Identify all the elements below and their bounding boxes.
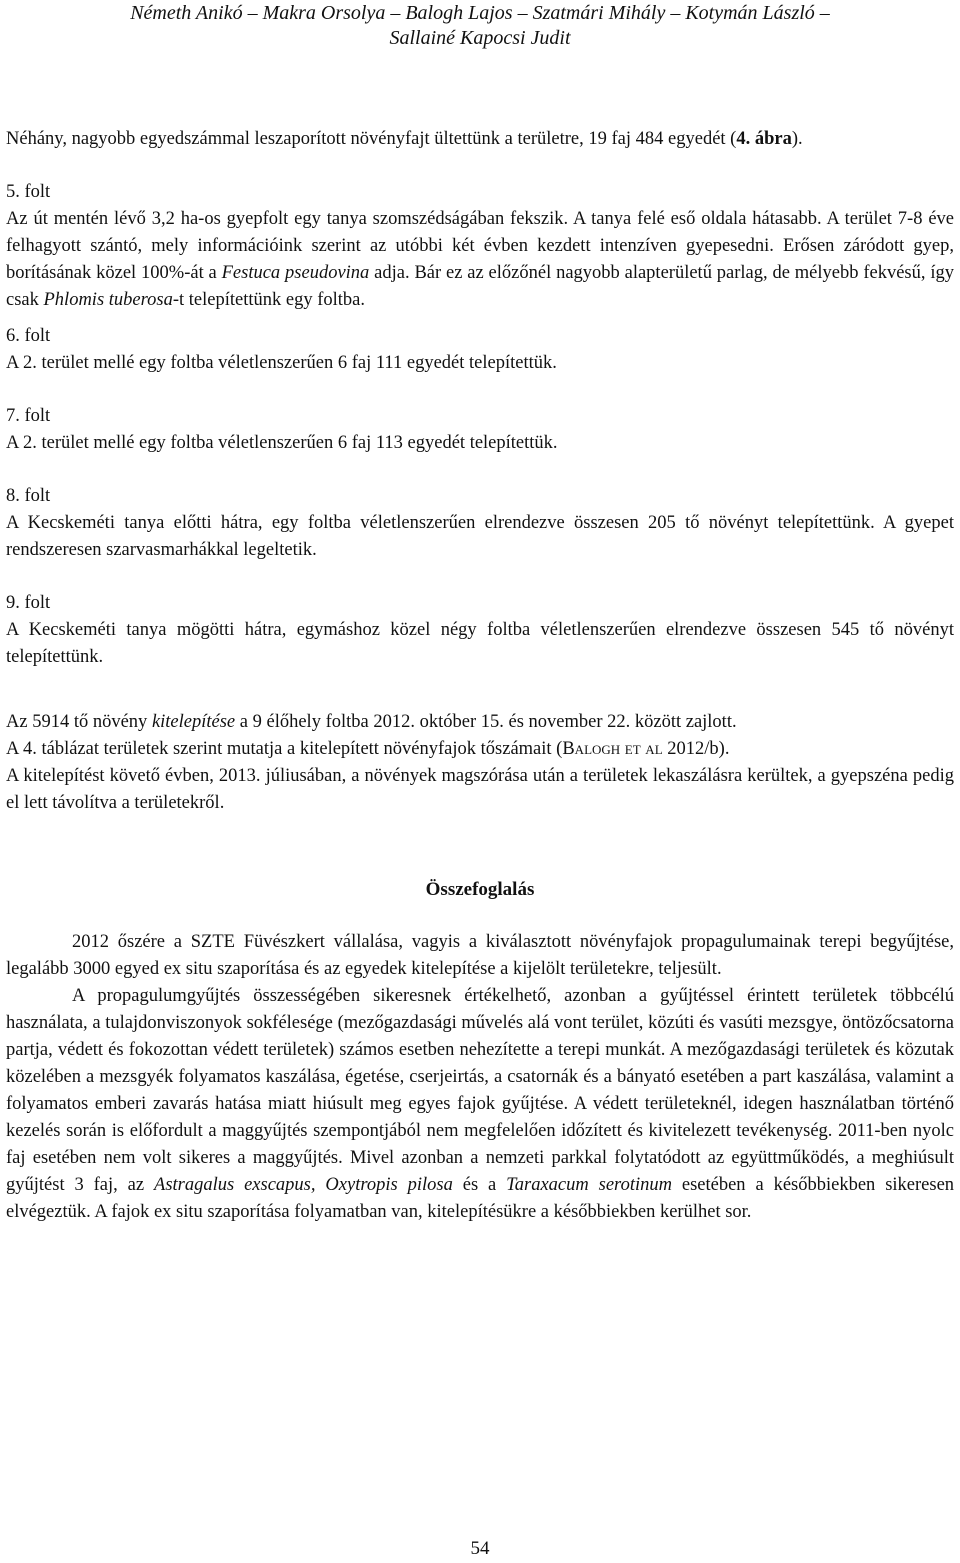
folt-8-paragraph: A Kecskeméti tanya előtti hátra, egy foltba véletlenszerűen elrendezve összesen 205 tő növényt telepítettünk. A gyepet rendszeresen szarvasmarhákkal legeltetik. [6,513,954,560]
section-folt-6 [6,323,954,377]
citation-authors: Balogh et al [562,739,663,759]
species-name: Festuca pseudovina [221,263,370,283]
folt-8-heading: 8. folt [6,486,51,506]
kitelepites-text: a 9 élőhely foltba 2012. október 15. és november 22. között zajlott. [235,712,737,732]
summary-paragraph-1: 2012 őszére a SZTE Füvészkert vállalása, vagyis a kiválasztott növényfajok propagulumainak terepi begyűjtése, legalább 3000 egyed ex situ szaporítása és az egyedek kitelepítése a kijelölt területekre, teljesült. [6,932,954,979]
summary-text: és a [452,1175,507,1195]
folt-5-heading: 5. folt [6,182,51,202]
header-authors-line2: Sallainé Kapocsi Judit [389,27,571,49]
species-name: Taraxacum serotinum [506,1175,672,1195]
kitelepites-text: Az 5914 tő növény [6,712,152,732]
folt-7-paragraph: A 2. terület mellé egy foltba véletlenszerűen 6 faj 113 egyedét telepítettük. [6,433,558,453]
section-folt-8 [6,483,954,564]
section-folt-9 [6,590,954,671]
folt-9-heading: 9. folt [6,593,51,613]
intro-text-end: ). [791,129,803,149]
summary-title: Összefoglalás [425,879,535,900]
page-number: 54 [470,1538,490,1559]
kitelepites-line-2 [6,736,954,763]
header-authors-line1: Németh Anikó – Makra Orsolya – Balogh Lajos – Szatmári Mihály – Kotymán László – [130,2,830,24]
kitelepites-text: A 4. táblázat területek szerint mutatja a kitelepített növényfajok tőszámait ( [6,739,563,759]
section-folt-7 [6,403,954,457]
citation-year: 2012/b). [662,739,730,759]
folt-5-text-1: Az út mentén lévő 3,2 ha-os gyepfolt egy tanya szomszédságában fekszik. A tanya felé eső oldala hátasabb. A terület 7-8 éve felhagyott szántó, mely információink szerint az utóbbi két évben kezdett intenzíven gyepesedni. Erősen záródott gyep, borításának közel 100%-át a [6,209,954,283]
intro-paragraph [6,126,954,153]
folt-5-paragraph [6,206,954,314]
folt-9-paragraph: A Kecskeméti tanya mögötti hátra, egymáshoz közel négy foltba véletlenszerűen elrendezve összesen 545 tő növényt telepítettünk. [6,620,954,667]
kitelepites-line-1 [6,709,954,736]
page-body [6,126,954,1226]
folt-5-text-3: -t telepítettünk egy foltba. [172,290,365,310]
folt-6-paragraph: A 2. terület mellé egy foltba véletlenszerűen 6 faj 111 egyedét telepítettük. [6,353,557,373]
section-kitelepites [6,709,954,817]
running-header [0,0,960,51]
summary-paragraph-2 [6,983,954,1226]
section-folt-5 [6,179,954,314]
figure-reference: 4. ábra [736,129,792,149]
species-name: Phlomis tuberosa [43,290,173,310]
summary-text: esetében a későbbiekben sikeresen elvégeztük. A fajok ex situ szaporítása folyamatban van, kitelepítésükre a későbbiekben kerülhet sor. [6,1175,955,1222]
folt-5-text-2: adja. Bár ez az előzőnél nagyobb alapterületű parlag, de mélyebb fekvésű, így csak [6,263,954,310]
emphasis-term: kitelepítése [151,712,236,732]
summary-text: A propagulumgyűjtés összességében sikeresnek értékelhető, azonban a gyűjtéssel érintett területek többcélú használata, a tulajdonviszonyok sokfélesége (mezőgazdasági művelés alá vont terület, közúti és vasúti mezsgye, öntözőcsatorna partja, védett és fokozottan védett területek) számos esetben nehezítette a terepi munkát. A mezőgazdasági területek és közutak közelében a mezsgyék folyamatos kaszálása, égetése, cserjeirtás, a csatornák és a bányató esetében a part kaszálása, valamint a folyamatos emberi zavarás hatása miatt hiúsult meg egyes fajok gyűjtése. A védett területeknél, idegen használatban történő kezelés során is előfordult a maggyűjtés szempontjából nem megfelelően időzített és kivitelezett tevékenység. 2011-ben nyolc faj esetében nem volt sikeres a maggyűjtés. Mivel azonban a nemzeti parkkal folytatódott az együttműködés, a meghiúsult gyűjtést 3 faj, az [6,986,954,1195]
species-name: Astragalus exscapus, Oxytropis pilosa [154,1175,453,1195]
intro-text: Néhány, nagyobb egyedszámmal leszaporított növényfajt ültettünk a területre, 19 faj 484 egyedét ( [6,129,737,149]
kitelepites-line-3: A kitelepítést követő évben, 2013. júliusában, a növények magszórása után a területek lekaszálásra kerültek, a gyepszéna pedig el lett távolítva a területekről. [6,766,954,813]
folt-7-heading: 7. folt [6,406,51,426]
folt-6-heading: 6. folt [6,326,51,346]
